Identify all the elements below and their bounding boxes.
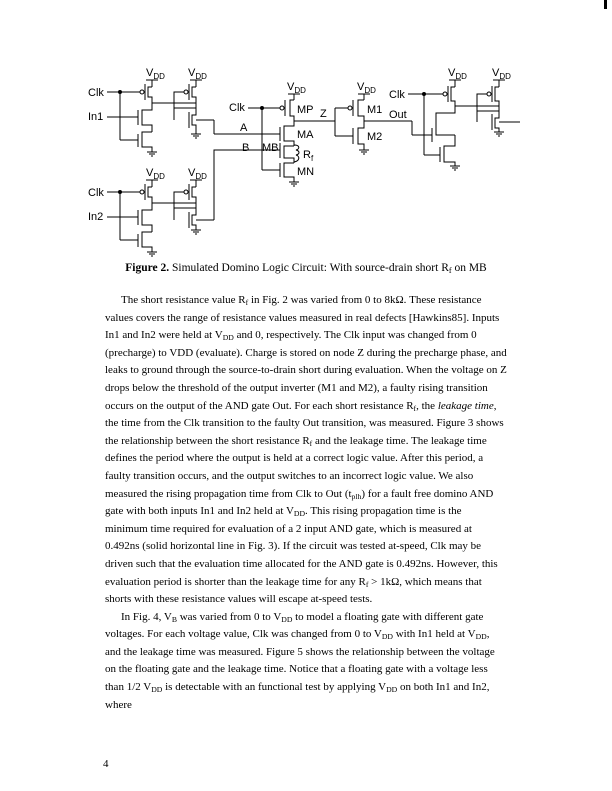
mb-label: MB	[262, 142, 279, 154]
vdd-label: $V_{DD}$	[188, 167, 207, 181]
vdd-label: $V_{DD}$	[146, 167, 165, 181]
vdd-label: $V_{DD}$	[492, 67, 511, 81]
body-text	[105, 292, 507, 714]
b-label: B	[242, 142, 250, 154]
vdd-label: $V_{DD}$	[448, 67, 467, 81]
paragraph-2: In Fig. 4, $V_B$ was varied from 0 to $V_{DD}$ to model a floating gate with different gate voltages. For each voltage value, Clk was changed from 0 to $V_{DD}$ with In1 held at $V_{DD}$, and the leakage time was measured. Figure 5 shows the relationship between the voltage on the floating gate and the leakage time. Notice that a floating gate with a voltage less than 1/2 $V_{DD}$ is detectable with an functional test by applying $V_{DD}$ on both In1 and In2, where	[105, 610, 495, 711]
lower-nand-gate	[88, 167, 214, 256]
clk-label: Clk	[229, 102, 245, 114]
rf-label: $R_f$	[303, 149, 314, 163]
out-label: Out	[389, 109, 407, 121]
figure-caption: Figure 2. Simulated Domino Logic Circuit: With source-drain short $R_f$ on MB	[125, 262, 487, 275]
caption-label: Figure 2.	[125, 262, 170, 274]
clk-label: Clk	[88, 87, 104, 99]
mn-label: MN	[297, 166, 315, 178]
m1-label: M1	[367, 104, 383, 116]
clk-label: Clk	[88, 187, 104, 199]
mp-label: MP	[297, 104, 314, 116]
m2-label: M2	[367, 131, 383, 143]
vdd-label: $V_{DD}$	[188, 67, 207, 81]
in1-label: In1	[88, 111, 104, 123]
ma-label: MA	[297, 129, 314, 141]
output-inverter	[335, 81, 432, 154]
z-label: Z	[320, 108, 327, 120]
page-number: 4	[103, 758, 109, 770]
domino-logic-circuit-diagram	[0, 0, 612, 260]
vdd-label: $V_{DD}$	[357, 81, 376, 95]
vdd-label: $V_{DD}$	[146, 67, 165, 81]
right-nand-gate	[389, 67, 520, 170]
clk-label: Clk	[389, 89, 405, 101]
upper-nand-gate	[88, 67, 214, 156]
in2-label: In2	[88, 211, 104, 223]
domino-stage	[214, 81, 335, 220]
short-resistor-rf	[294, 145, 299, 162]
caption-text: Simulated Domino Logic Circuit: With source-drain short R	[169, 262, 449, 274]
vdd-label: $V_{DD}$	[287, 81, 306, 95]
a-label: A	[240, 122, 248, 134]
paragraph-1: The short resistance value $R_f$ in Fig. 2 was varied from 0 to 8kΩ. These resistance values covers the range of resistance values measured in real defects [Hawkins85]. Inputs In1 and In2 were held at $V_{DD}$ and 0, respectively. The Clk input was changed from 0 (precharge) to VDD (evaluate). Charge is stored on node Z during the precharge phase, and leaks to ground through the source-to-drain short during evaluation. When the voltage on Z drops below the threshold of the output inverter (M1 and M2), a faulty rising transition occurs on the output of the AND gate Out. For each short resistance $R_f$, the leakage time, the time from the Clk transition to the faulty Out transition, was measured. Figure 3 shows the relationship between the short resistance $R_f$ and the leakage time. The leakage time defines the period where the output is held at a correct logic value. After this period, a faulty transition occurs, and the output switches to an incorrect logic value. We also measured the rising propagation time from Clk to Out $(t_{plh})$ for a fault free domino AND gate with both inputs In1 and In2 held at $V_{DD}$. This rising propagation time is the minimum time required for evaluation of a 2 input AND gate, which is measured at 0.492ns (solid horizontal line in Fig. 3). If the circuit was tested at-speed, Clk may be driven such that the evaluation time allocated for the AND gate is 0.492ns. However, this evaluation period is shorter than the leakage time for any $R_f > 1k\Omega$, which means that shorts with these resistance values will escape at-speed tests.	[105, 294, 507, 606]
